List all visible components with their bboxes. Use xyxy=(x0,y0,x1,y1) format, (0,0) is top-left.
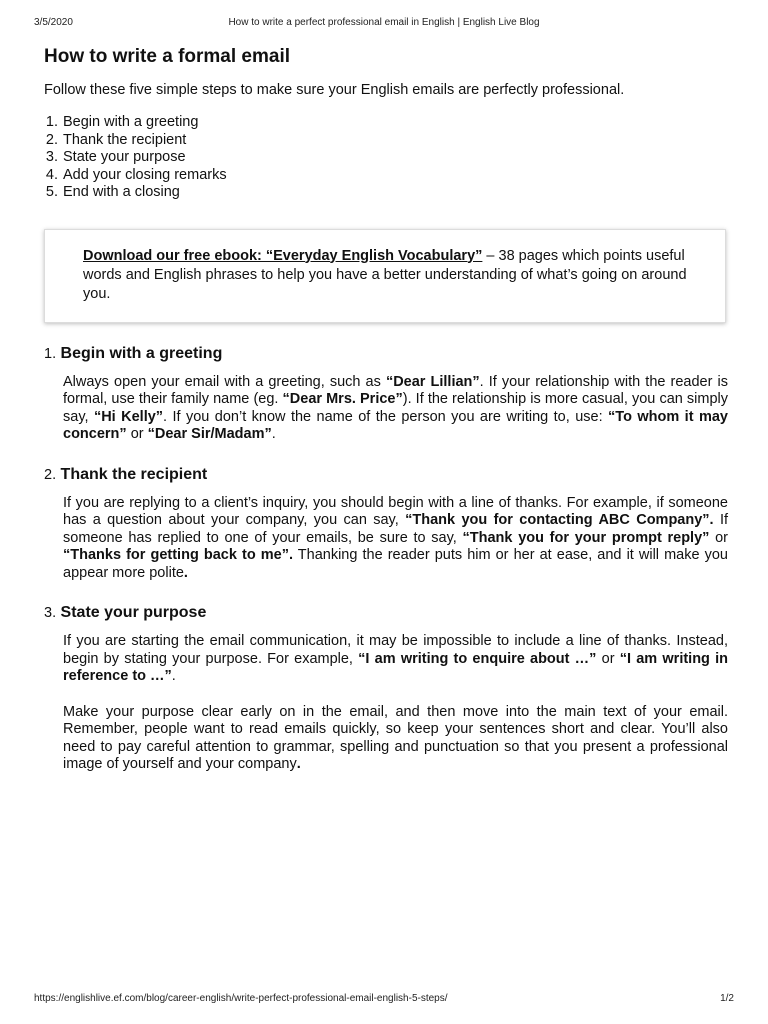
list-item: 2. Thank the recipient xyxy=(62,132,728,150)
print-date: 3/5/2020 xyxy=(34,17,73,28)
text-run: If someone has replied to one of your emails, be sure to say, xyxy=(63,512,729,546)
ebook-description: – 38 pages which points useful words and English phrases to help you have a better understanding of what’s going on around you. xyxy=(83,247,687,302)
text-run: . If your relationship with the reader is formal, use their family name (eg. xyxy=(63,373,728,407)
ebook-download-link[interactable]: Download our free ebook: “Everyday English Vocabulary” xyxy=(83,247,483,264)
bold-phrase: “To whom it may concern” xyxy=(63,408,728,442)
text-run: If you are starting the email communication, it may be impossible to include a line of thanks. Instead, begin by stating your purpose. For example, xyxy=(63,633,728,667)
print-footer xyxy=(34,993,734,1007)
section-paragraph xyxy=(63,704,728,774)
section-thank-recipient xyxy=(44,464,728,583)
print-header xyxy=(34,17,734,31)
text-run: . xyxy=(271,426,276,442)
text-run: If you are replying to a client’s inquiry, you should begin with a line of thanks. For example, if someone has a question about your company, you can say, xyxy=(63,494,728,528)
list-item: 1. Begin with a greeting xyxy=(62,114,728,132)
list-item: 4. Add your closing remarks xyxy=(62,167,728,185)
bold-phrase: “Thank you for contacting ABC Company”. xyxy=(405,512,714,528)
section-heading xyxy=(44,602,728,624)
section-title: State your purpose xyxy=(60,604,207,621)
list-item: 3. State your purpose xyxy=(62,149,728,167)
bold-phrase: “Dear Mrs. Price” xyxy=(282,391,403,407)
bold-phrase: “Dear Lillian” xyxy=(385,373,480,390)
section-paragraph xyxy=(63,495,728,583)
text-run: . If you don’t know the name of the person you are writing to, use: xyxy=(163,408,609,425)
bold-phrase: . xyxy=(183,564,188,581)
text-run: Always open your email with a greeting, such as xyxy=(63,373,386,390)
section-number: 2. xyxy=(44,466,57,483)
steps-list xyxy=(44,114,728,202)
bold-phrase: . xyxy=(296,756,301,772)
list-item: 5. End with a closing xyxy=(62,184,728,202)
section-title: Begin with a greeting xyxy=(60,344,223,362)
bold-phrase: “Thanks for getting back to me”. xyxy=(63,547,293,563)
page-number: 1/2 xyxy=(720,993,734,1004)
bold-phrase: “Hi Kelly” xyxy=(93,408,164,425)
print-url: https://englishlive.ef.com/blog/career-english/write-perfect-professional-email-english-5-steps/ xyxy=(34,993,448,1004)
section-number: 1. xyxy=(44,345,57,362)
text-run: or xyxy=(709,529,729,546)
bold-phrase: “Dear Sir/Madam” xyxy=(147,426,272,442)
bold-phrase: “I am writing to enquire about …” xyxy=(358,650,597,667)
section-heading xyxy=(44,343,728,365)
text-run: Thanking the reader puts him or her at ease, and it will make you appear more polite xyxy=(63,547,728,581)
text-run: . xyxy=(171,668,176,684)
section-paragraph xyxy=(63,374,728,444)
ebook-callout xyxy=(44,229,726,323)
bold-phrase: “Thank you for your prompt reply” xyxy=(462,529,710,546)
section-state-purpose xyxy=(44,602,728,774)
text-run: Make your purpose clear early on in the email, and then move into the main text of your email. Remember, people want to read emails quickly, so keep your sentences short and clear. You’ll also need to pay careful attention to grammar, spelling and punctuation so that you present a professional image of yourself and your company xyxy=(63,703,728,772)
text-run: or xyxy=(596,650,620,667)
article-intro: Follow these five simple steps to make sure your English emails are perfectly professional. xyxy=(44,82,625,98)
text-run: or xyxy=(126,426,148,442)
article-title: How to write a formal email xyxy=(44,46,290,67)
section-title: Thank the recipient xyxy=(60,465,208,483)
bold-phrase: “I am writing in reference to …” xyxy=(63,650,729,684)
section-number: 3. xyxy=(44,605,57,621)
section-paragraph xyxy=(63,633,728,686)
section-heading xyxy=(44,464,728,486)
section-greeting xyxy=(44,343,728,444)
article xyxy=(44,44,728,774)
print-page-title: How to write a perfect professional email in English | English Live Blog xyxy=(228,17,540,28)
text-run: ). If the relationship is more casual, you can simply say, xyxy=(63,391,728,425)
